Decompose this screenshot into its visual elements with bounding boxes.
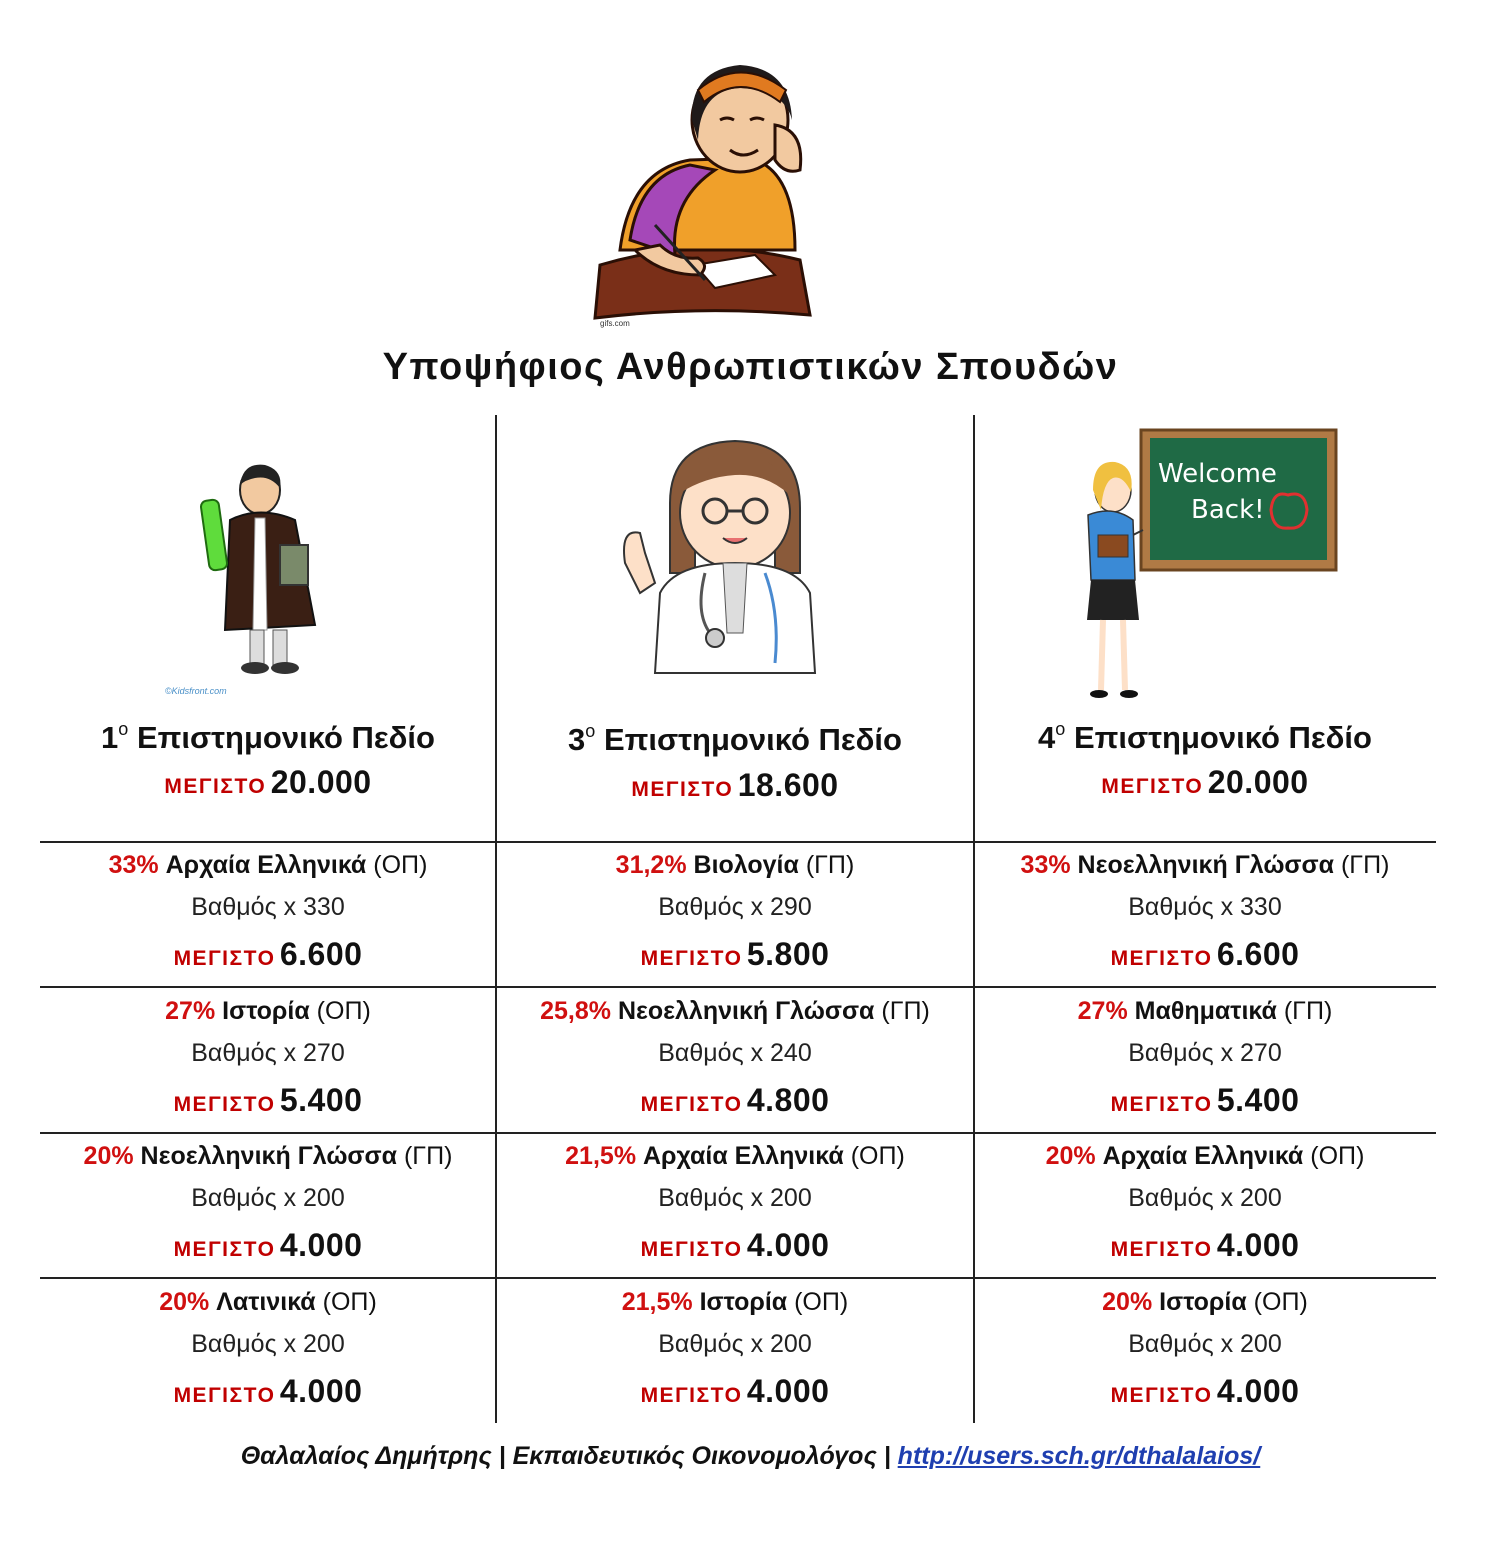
max-label: ΜΕΓΙΣΤΟ [173,1384,276,1407]
subject-grade-formula: Βαθμός x 330 [1128,893,1282,921]
subject-type: (ΟΠ) [850,1142,905,1170]
max-label: ΜΕΓΙΣΤΟ [1110,947,1213,970]
subject-name: Νεοελληνική Γλώσσα [1077,851,1335,879]
hero-watermark: gifs.com [600,319,630,328]
subject-type: (ΓΠ) [1283,997,1333,1025]
footer-role: Εκπαιδευτικός Οικονομολόγος [512,1442,877,1470]
max-label: ΜΕΓΙΣΤΟ [640,1384,743,1407]
subject-grade-formula: Βαθμός x 200 [1128,1330,1282,1358]
subject-grade-formula: Βαθμός x 330 [191,893,345,921]
subject-percent: 27% [165,997,216,1025]
subject-type: (ΓΠ) [1340,851,1390,879]
subject-cell [967,843,1443,987]
max-label: ΜΕΓΙΣΤΟ [640,1093,743,1116]
field-title-3 [497,722,973,758]
subject-name: Ιστορία [699,1288,788,1316]
footer-separator: | [498,1442,506,1470]
subject-name: Αρχαία Ελληνικά [643,1142,844,1170]
field-name: Επιστημονικό Πεδίο [603,722,902,757]
subject-name: Βιολογία [693,851,799,879]
max-label: ΜΕΓΙΣΤΟ [640,947,743,970]
subject-name: Νεοελληνική Γλώσσα [617,997,875,1025]
subject-type: (ΟΠ) [322,1288,377,1316]
subject-name: Αρχαία Ελληνικά [1102,1142,1304,1170]
max-value: 4.800 [746,1082,830,1118]
max-label: ΜΕΓΙΣΤΟ [1110,1238,1213,1261]
subject-max [967,936,1443,973]
max-value: 18.600 [737,767,839,803]
subject-percent: 20% [1102,1288,1153,1316]
field-title-1 [30,720,506,756]
max-label: ΜΕΓΙΣΤΟ [640,1238,743,1261]
subject-grade-formula: Βαθμός x 270 [191,1039,345,1067]
subject-max [30,936,506,973]
subject-name: Λατινικά [216,1288,316,1316]
field-ordinal: ο [1055,718,1066,739]
subject-grade-formula: Βαθμός x 200 [658,1330,812,1358]
max-label: ΜΕΓΙΣΤΟ [1110,1384,1213,1407]
subject-grade-formula: Βαθμός x 200 [658,1184,812,1212]
footer-link[interactable]: http://users.sch.gr/dthalalaios/ [897,1442,1261,1470]
subject-cell [497,989,973,1133]
max-value: 4.000 [1216,1227,1300,1263]
subject-max [967,1082,1443,1119]
subject-max [30,1082,506,1119]
max-label: ΜΕΓΙΣΤΟ [631,778,734,801]
subject-grade-formula: Βαθμός x 290 [658,893,812,921]
max-value: 6.600 [1216,936,1300,972]
board-text-welcome: Welcome [1158,459,1277,489]
max-value: 5.400 [1216,1082,1300,1118]
subject-line [30,997,506,1026]
subject-max [30,1373,506,1410]
subject-cell [967,989,1443,1133]
subject-cell [30,989,506,1133]
illustration-credit: ©Kidsfront.com [165,686,227,696]
subject-percent: 25,8% [540,997,612,1025]
field-number: 1 [101,720,119,755]
board-text-back: Back! [1191,495,1265,525]
subject-max [497,1373,973,1410]
max-value: 5.800 [746,936,830,972]
subject-grade-formula: Βαθμός x 200 [1128,1184,1282,1212]
subject-line [497,997,973,1026]
subject-max [497,1082,973,1119]
subject-line [497,1288,973,1317]
field-number: 3 [568,722,586,757]
doctor-illustration [615,433,845,678]
subject-cell [967,1134,1443,1278]
max-value: 4.000 [279,1227,363,1263]
subject-percent: 31,2% [615,851,687,879]
field-number: 4 [1038,720,1056,755]
field-ordinal: ο [585,720,596,741]
subject-type: (ΓΠ) [881,997,930,1025]
subject-name: Μαθηματικά [1134,997,1277,1025]
subject-line [30,1288,506,1317]
subject-line [967,1288,1443,1317]
subject-max [967,1227,1443,1264]
subject-percent: 20% [83,1142,134,1170]
subject-percent: 21,5% [621,1288,693,1316]
footer-author: Θαλαλαίος Δημήτρης [240,1442,492,1470]
footer [0,1442,1501,1471]
max-value: 20.000 [270,764,372,800]
subject-line [967,997,1443,1026]
subject-percent: 21,5% [565,1142,637,1170]
footer-separator: | [883,1442,891,1470]
field-max-3 [497,767,973,804]
subject-type: (ΓΠ) [805,851,855,879]
subject-max [497,936,973,973]
subject-line [30,1142,506,1171]
subject-cell [497,1134,973,1278]
subject-percent: 20% [1045,1142,1096,1170]
subject-cell [30,843,506,987]
subject-cell [30,1280,506,1424]
subject-cell [967,1280,1443,1424]
max-value: 4.000 [746,1227,830,1263]
max-value: 4.000 [1216,1373,1300,1409]
max-value: 6.600 [279,936,363,972]
subject-percent: 33% [108,851,159,879]
max-label: ΜΕΓΙΣΤΟ [1101,775,1204,798]
max-label: ΜΕΓΙΣΤΟ [173,1238,276,1261]
field-title-4 [967,720,1443,756]
subject-line [497,1142,973,1171]
subject-percent: 33% [1020,851,1071,879]
hero-illustration [580,50,820,330]
field-name: Επιστημονικό Πεδίο [1073,720,1372,755]
lawyer-illustration [165,460,355,700]
subject-type: (ΟΠ) [1253,1288,1308,1316]
subject-type: (ΟΠ) [794,1288,849,1316]
subject-grade-formula: Βαθμός x 200 [191,1184,345,1212]
subject-grade-formula: Βαθμός x 270 [1128,1039,1282,1067]
subject-grade-formula: Βαθμός x 200 [191,1330,345,1358]
subject-name: Αρχαία Ελληνικά [165,851,367,879]
subject-max [30,1227,506,1264]
subject-line [497,851,973,880]
subject-percent: 27% [1077,997,1128,1025]
field-max-1 [30,764,506,801]
page-title: Υποψήφιος Ανθρωπιστικών Σπουδών [382,346,1119,388]
max-value: 4.000 [746,1373,830,1409]
max-label: ΜΕΓΙΣΤΟ [164,775,267,798]
subject-grade-formula: Βαθμός x 240 [658,1039,812,1067]
max-label: ΜΕΓΙΣΤΟ [1110,1093,1213,1116]
subject-type: (ΟΠ) [373,851,428,879]
subject-name: Νεοελληνική Γλώσσα [140,1142,398,1170]
teacher-illustration [1073,430,1338,705]
field-name: Επιστημονικό Πεδίο [136,720,435,755]
subject-line [30,851,506,880]
subject-percent: 20% [159,1288,210,1316]
subject-cell [497,843,973,987]
subject-type: (ΟΠ) [1310,1142,1365,1170]
max-value: 5.400 [279,1082,363,1118]
field-max-4 [967,764,1443,801]
subject-name: Ιστορία [222,997,310,1025]
subject-type: (ΟΠ) [316,997,371,1025]
field-ordinal: ο [118,718,129,739]
subject-cell [497,1280,973,1424]
max-label: ΜΕΓΙΣΤΟ [173,947,276,970]
max-value: 4.000 [279,1373,363,1409]
subject-name: Ιστορία [1159,1288,1247,1316]
subject-type: (ΓΠ) [403,1142,453,1170]
subject-line [967,851,1443,880]
subject-cell [30,1134,506,1278]
subject-max [497,1227,973,1264]
subject-max [967,1373,1443,1410]
subject-line [967,1142,1443,1171]
max-label: ΜΕΓΙΣΤΟ [173,1093,276,1116]
max-value: 20.000 [1207,764,1309,800]
